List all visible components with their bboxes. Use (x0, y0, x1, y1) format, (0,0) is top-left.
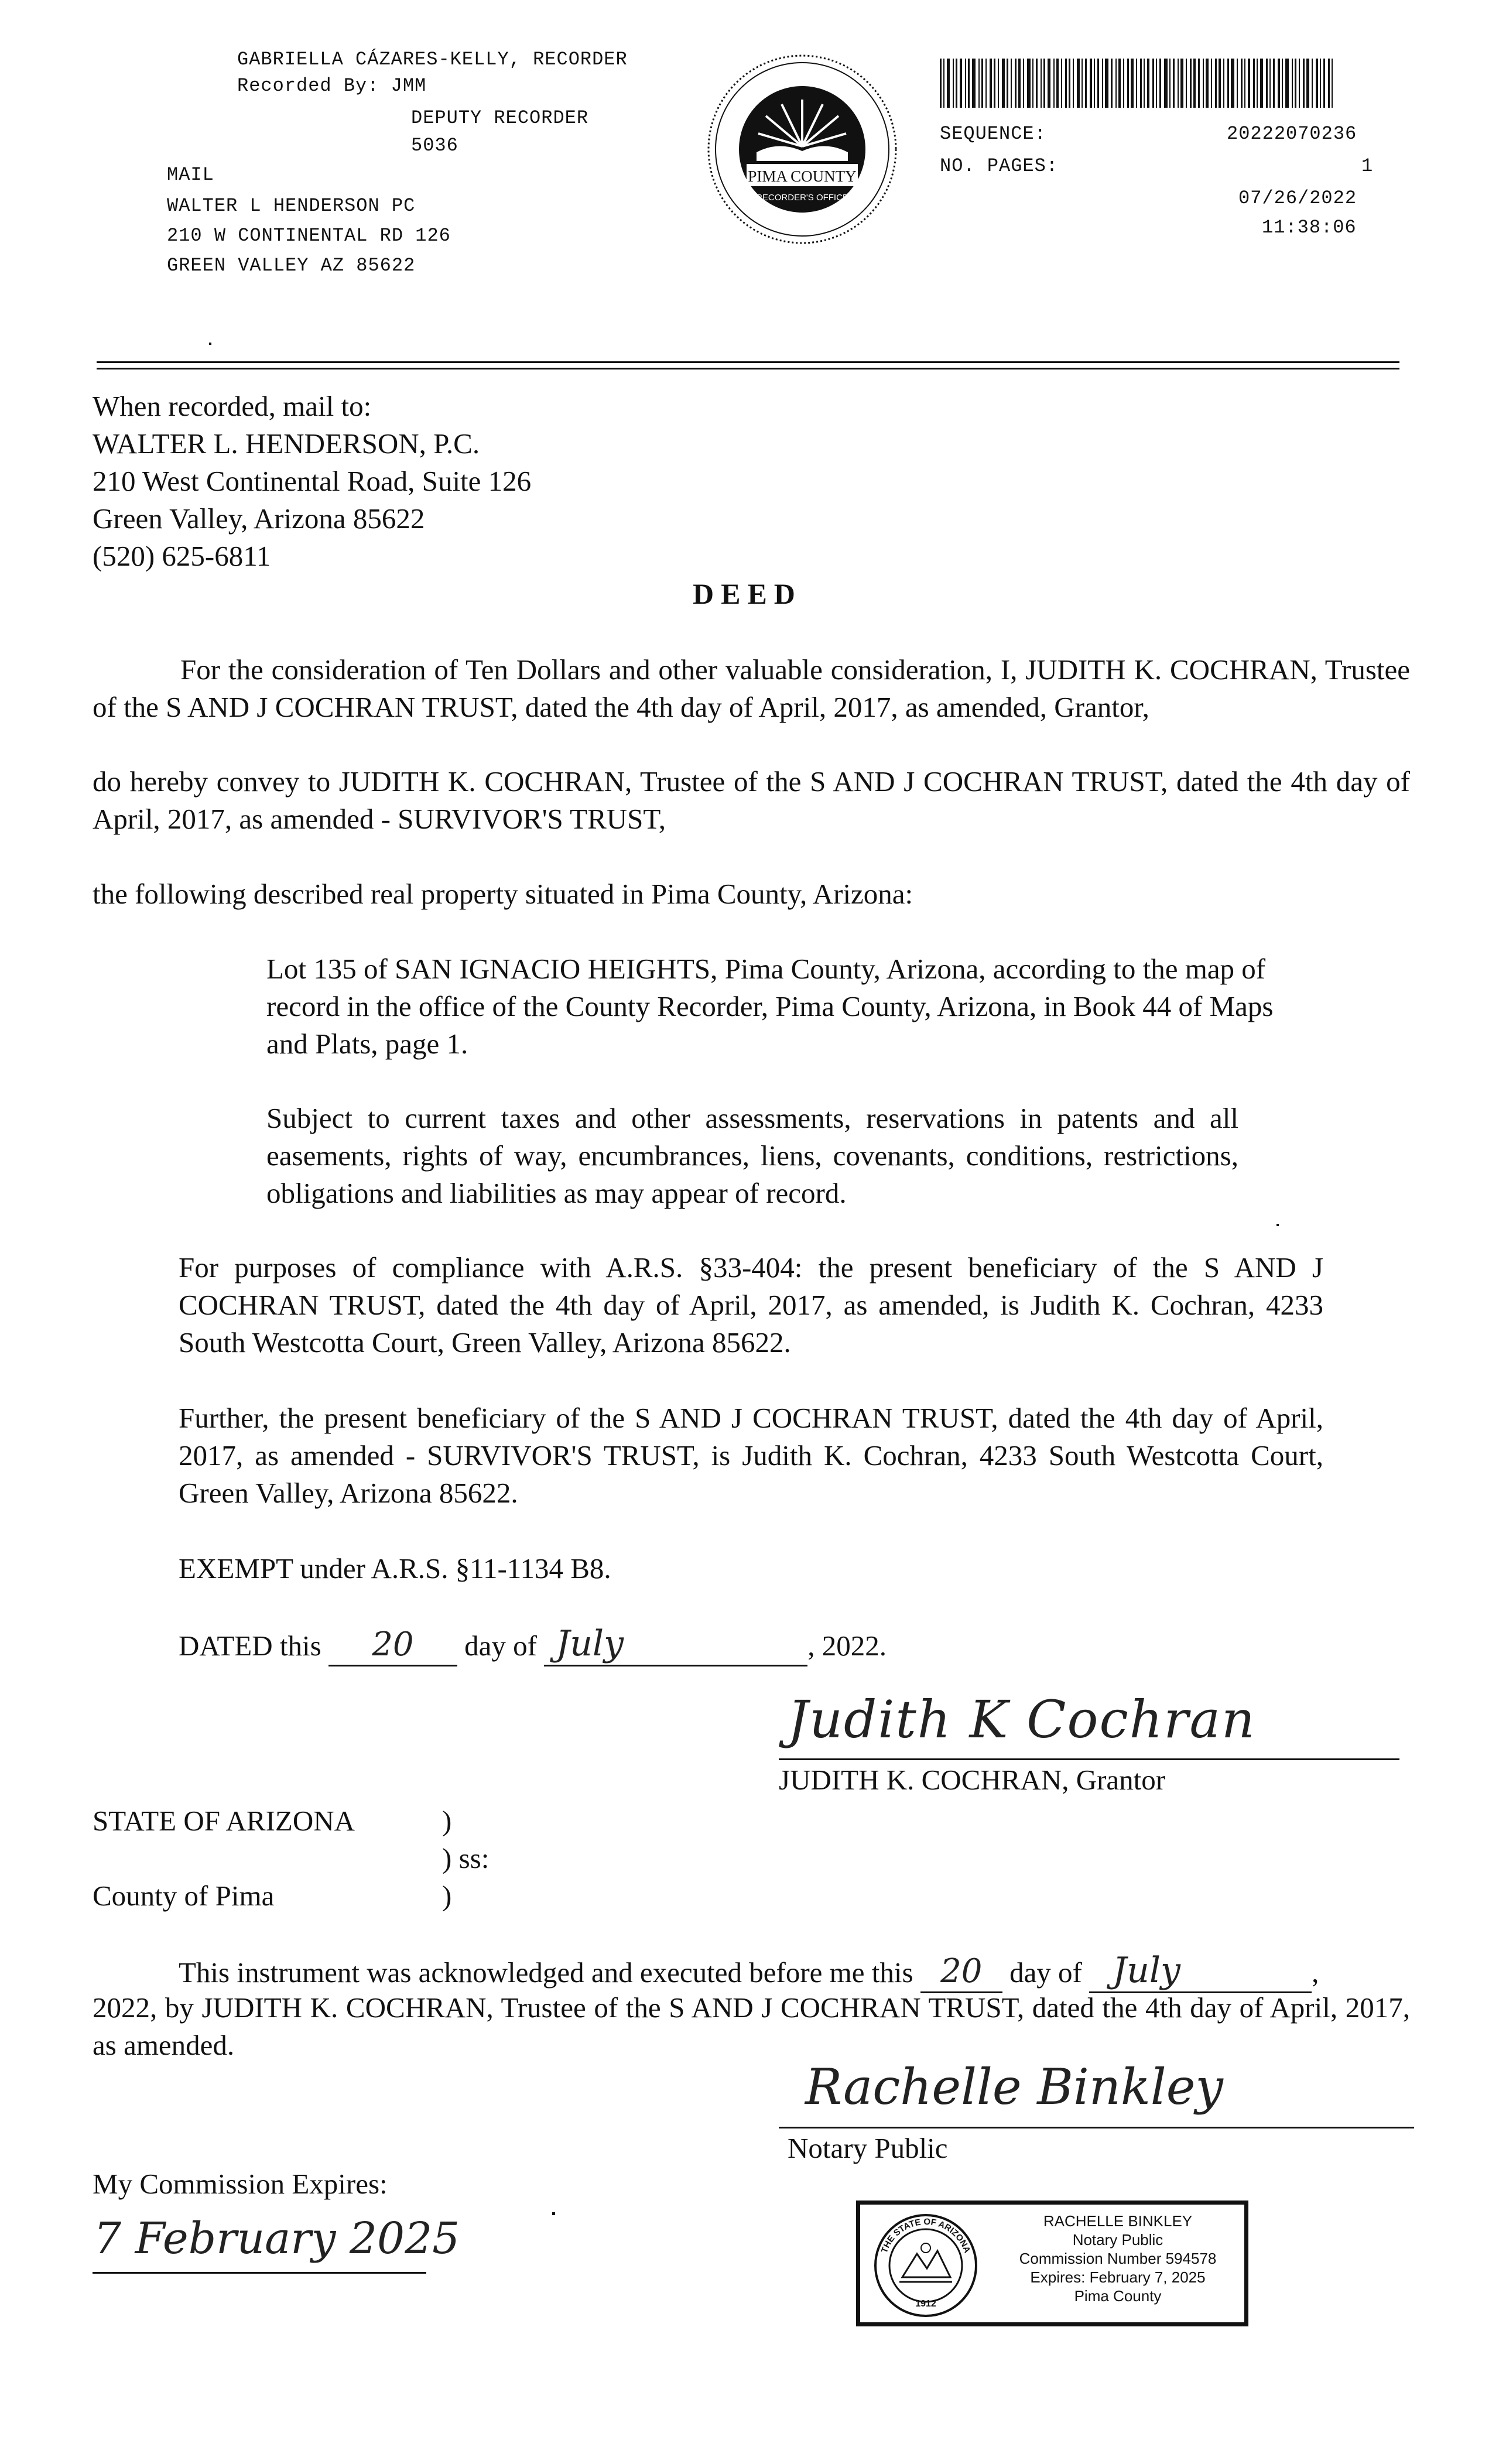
barcode-bar (985, 59, 987, 108)
deputy-title: DEPUTY RECORDER (411, 107, 589, 129)
barcode-bar (1237, 59, 1238, 108)
barcode-bar (1097, 59, 1099, 108)
barcode-bar (943, 59, 944, 108)
barcode-bar (1190, 59, 1192, 108)
arizona-state-seal (873, 2213, 978, 2318)
barcode-bar (1169, 59, 1171, 108)
barcode-bar (1023, 59, 1024, 108)
barcode-bar (1015, 59, 1017, 108)
barcode-bar (1018, 59, 1021, 108)
notary-signature: Rachelle Binkley (805, 2058, 1223, 2116)
acknowledgment-body: 2022, by JUDITH K. COCHRAN, Trustee of the S AND J COCHRAN TRUST, dated the 4th day of April, 2017, as amended. (93, 1991, 1410, 2061)
stamp-text-block (995, 2212, 1241, 2305)
barcode-bar (1203, 59, 1204, 108)
barcode-bar (1041, 59, 1042, 108)
barcode-bar (1073, 59, 1074, 108)
barcode-bar (1085, 59, 1087, 108)
dated-day-blank (328, 1626, 457, 1666)
barcode-bar (965, 59, 966, 108)
seal-subtext: RECORDER'S OFFICE (756, 193, 848, 203)
barcode-bar (1186, 59, 1187, 108)
header-rule-top (97, 361, 1399, 363)
barcode-bar (1065, 59, 1067, 108)
barcode-bar (972, 59, 976, 108)
stray-mark-3 (552, 2212, 555, 2215)
barcode-bar (1332, 59, 1333, 108)
pima-county-recorder-seal (703, 53, 902, 246)
barcode-bar (1140, 59, 1142, 108)
ack-day: 20 (940, 1952, 983, 1990)
barcode-bar (1285, 59, 1289, 108)
dated-month-blank (544, 1625, 807, 1666)
commission-expiry-handwritten: 7 February 2025 (94, 2213, 460, 2264)
barcode-bar (1007, 59, 1008, 108)
venue-ss: ) ss: (442, 1842, 490, 1874)
barcode-bar (1147, 59, 1149, 108)
barcode-bar (1248, 59, 1250, 108)
barcode-bar (940, 59, 942, 108)
barcode-bar (1244, 59, 1245, 108)
barcode-bar (1102, 59, 1103, 108)
barcode-bar (1312, 59, 1313, 108)
mail-to-heading: When recorded, mail to: (93, 390, 372, 422)
barcode-bar (1292, 59, 1293, 108)
barcode-bar (1061, 59, 1062, 108)
mail-address-line-1: WALTER L HENDERSON PC (167, 195, 416, 217)
venue-state: STATE OF ARIZONA (93, 1805, 355, 1837)
barcode-bar (953, 59, 954, 108)
stamp-seal-text: THE STATE OF ARIZONA (879, 2216, 973, 2254)
barcode-bar (1178, 59, 1179, 108)
mail-to-line-4: (520) 625-6811 (93, 540, 271, 572)
grantor-caption: JUDITH K. COCHRAN, Grantor (779, 1764, 1166, 1796)
barcode-bar (1118, 59, 1121, 108)
barcode-bar (1266, 59, 1268, 108)
barcode-bar (1077, 59, 1080, 108)
commission-label: My Commission Expires: (93, 2168, 388, 2200)
barcode-bar (1094, 59, 1095, 108)
barcode-bar (1215, 59, 1217, 108)
barcode-bar (1002, 59, 1005, 108)
barcode-bar (1211, 59, 1212, 108)
notary-signature-line (779, 2127, 1414, 2128)
barcode-bar (1115, 59, 1117, 108)
barcode-bar (998, 59, 999, 108)
stray-mark-2 (1276, 1224, 1279, 1226)
ack-mid: day of (1009, 1956, 1082, 1989)
stamp-title: Notary Public (1072, 2231, 1163, 2249)
grantor-signature-line (779, 1758, 1399, 1760)
seal-text: PIMA COUNTY (748, 167, 857, 185)
barcode-bar (1131, 59, 1134, 108)
stamp-county: Pima County (1074, 2287, 1162, 2305)
commission-expiry-line (93, 2272, 426, 2274)
barcode-bar (1299, 59, 1300, 108)
barcode-bar (1219, 59, 1221, 108)
mail-address-line-2: 210 W CONTINENTAL RD 126 (167, 225, 451, 247)
recorded-time: 11:38:06 (1262, 217, 1357, 238)
barcode-bar (1056, 59, 1059, 108)
barcode-bar (1316, 59, 1318, 108)
barcode-bar (1043, 59, 1045, 108)
pages-label: NO. PAGES: (940, 155, 1059, 177)
dated-month: July (556, 1623, 624, 1664)
barcode-bar (1180, 59, 1183, 108)
barcode-bar (1269, 59, 1271, 108)
barcode-bar (956, 59, 957, 108)
barcode-bar (981, 59, 983, 108)
recorder-name: GABRIELLA CÁZARES-KELLY, RECORDER (237, 49, 628, 70)
barcode-bar (1223, 59, 1224, 108)
mail-to-line-3: Green Valley, Arizona 85622 (93, 502, 425, 535)
notary-stamp (856, 2201, 1248, 2326)
dated-line (179, 1625, 887, 1666)
barcode-bar (1152, 59, 1154, 108)
dated-day: 20 (372, 1625, 414, 1664)
property-intro: the following described real property situated in Pima County, Arizona: (93, 878, 913, 910)
mail-to-line-2: 210 West Continental Road, Suite 126 (93, 465, 532, 497)
barcode-bar (1306, 59, 1309, 108)
pages-value: 1 (1361, 155, 1374, 177)
barcode-bar (1282, 59, 1283, 108)
barcode-bar (1278, 59, 1280, 108)
recorded-date: 07/26/2022 (1238, 187, 1357, 209)
venue-paren-open: ) (442, 1805, 452, 1837)
barcode-bar (1048, 59, 1050, 108)
barcode-bar (1082, 59, 1083, 108)
barcode-bar (960, 59, 962, 108)
barcode-bar (1273, 59, 1275, 108)
venue-county: County of Pima (93, 1880, 275, 1912)
stray-mark (209, 343, 211, 345)
barcode-bar (1164, 59, 1168, 108)
header-rule-bottom (97, 368, 1399, 369)
barcode-bar (1123, 59, 1124, 108)
barcode-bar (1323, 59, 1325, 108)
barcode-bar (1032, 59, 1033, 108)
recorded-by: Recorded By: JMM (237, 75, 427, 97)
ack-month-blank (1089, 1952, 1312, 1993)
barcode-bar (1328, 59, 1330, 108)
ack-day-blank (920, 1953, 1002, 1993)
barcode-bar (1090, 59, 1092, 108)
beneficiary-paragraph: For purposes of compliance with A.R.S. §33-404: the present beneficiary of the S AND J COCHRAN TRUST, dated the 4th day of April, 2017, as amended, is Judith K. Cochran, 4233 South Westcotta Court, Green Valley, Arizona 85622. (179, 1251, 1323, 1358)
barcode-bar (1227, 59, 1229, 108)
exempt-line: EXEMPT under A.R.S. §11-1134 B8. (179, 1552, 611, 1585)
ack-prefix: This instrument was acknowledged and executed before me this (179, 1956, 913, 1989)
barcode-bar (1303, 59, 1305, 108)
grantor-signature: Judith K Cochran (788, 1689, 1256, 1750)
barcode-bar (947, 59, 950, 108)
dated-mid: day of (464, 1630, 537, 1662)
barcode-bar (1011, 59, 1012, 108)
venue-paren-close: ) (442, 1880, 452, 1912)
barcode-bar (1144, 59, 1145, 108)
barcode-bar (1127, 59, 1129, 108)
stamp-expires: Expires: February 7, 2025 (1030, 2268, 1206, 2286)
barcode-bar (1036, 59, 1038, 108)
stamp-commission: Commission Number 594578 (1019, 2250, 1217, 2267)
dated-year: , 2022. (807, 1630, 887, 1662)
legal-description: Lot 135 of SAN IGNACIO HEIGHTS, Pima County, Arizona, according to the map of record in the office of the County Recorder, Pima County, Arizona, in Book 44 of Maps and Plats, page 1. (266, 953, 1274, 1060)
barcode-bar (1241, 59, 1243, 108)
barcode-bar (994, 59, 995, 108)
barcode-bar (1320, 59, 1321, 108)
notary-caption: Notary Public (788, 2132, 948, 2164)
mail-address-line-3: GREEN VALLEY AZ 85622 (167, 255, 416, 276)
stamp-seal-year: 1912 (915, 2299, 936, 2309)
barcode-bar (1027, 59, 1031, 108)
barcode-bar (1260, 59, 1263, 108)
barcode-bar (1231, 59, 1234, 108)
ack-month: July (1113, 1950, 1180, 1991)
stamp-name: RACHELLE BINKLEY (1043, 2212, 1193, 2230)
ack-end: , (1312, 1956, 1319, 1989)
barcode-bar (1069, 59, 1070, 108)
barcode-bar (1111, 59, 1113, 108)
barcode-bar (1198, 59, 1200, 108)
survivor-beneficiary-paragraph: Further, the present beneficiary of the S AND J COCHRAN TRUST, dated the 4th day of April, 2017, as amended - SURVIVOR'S TRUST, is Judith K. Cochran, 4233 South Westcotta Court, Green Valley, Arizona 85622. (179, 1402, 1323, 1509)
deed-title: DEED (693, 577, 802, 610)
barcode-bar (968, 59, 970, 108)
barcode-bar (1206, 59, 1209, 108)
barcode-bar (1193, 59, 1196, 108)
barcode-bar (1156, 59, 1157, 108)
barcode-bar (1159, 59, 1161, 108)
mail-to-line-1: WALTER L. HENDERSON, P.C. (93, 427, 480, 460)
sequence-label: SEQUENCE: (940, 123, 1046, 145)
deputy-id: 5036 (411, 135, 458, 156)
consideration-paragraph: For the consideration of Ten Dollars and other valuable consideration, I, JUDITH K. COCHRAN, Trustee of the S AND J COCHRAN TRUST, dated the 4th day of April, 2017, as amended, Grantor, (93, 653, 1410, 723)
barcode-bar (1295, 59, 1296, 108)
subject-to-clause: Subject to current taxes and other assessments, reservations in patents and all easements, rights of way, encumbrances, liens, covenants, conditions, restrictions, obligations and liabilities as may appear of record. (266, 1102, 1238, 1209)
barcode-bar (978, 59, 980, 108)
barcode-bar (1253, 59, 1255, 108)
barcode-bar (1136, 59, 1137, 108)
sequence-value: 20222070236 (1227, 123, 1357, 145)
barcode (940, 59, 1338, 108)
barcode-bar (1053, 59, 1055, 108)
barcode-bar (990, 59, 992, 108)
acknowledgment-line-1 (179, 1952, 1319, 1993)
conveyance-paragraph: do hereby convey to JUDITH K. COCHRAN, Trustee of the S AND J COCHRAN TRUST, dated the 4th day of April, 2017, as amended - SURVIVOR'S TRUST, (93, 765, 1410, 835)
barcode-bar (1173, 59, 1175, 108)
dated-prefix: DATED this (179, 1630, 321, 1662)
barcode-bar (1105, 59, 1108, 108)
barcode-bar (1257, 59, 1258, 108)
mail-label: MAIL (167, 164, 214, 186)
